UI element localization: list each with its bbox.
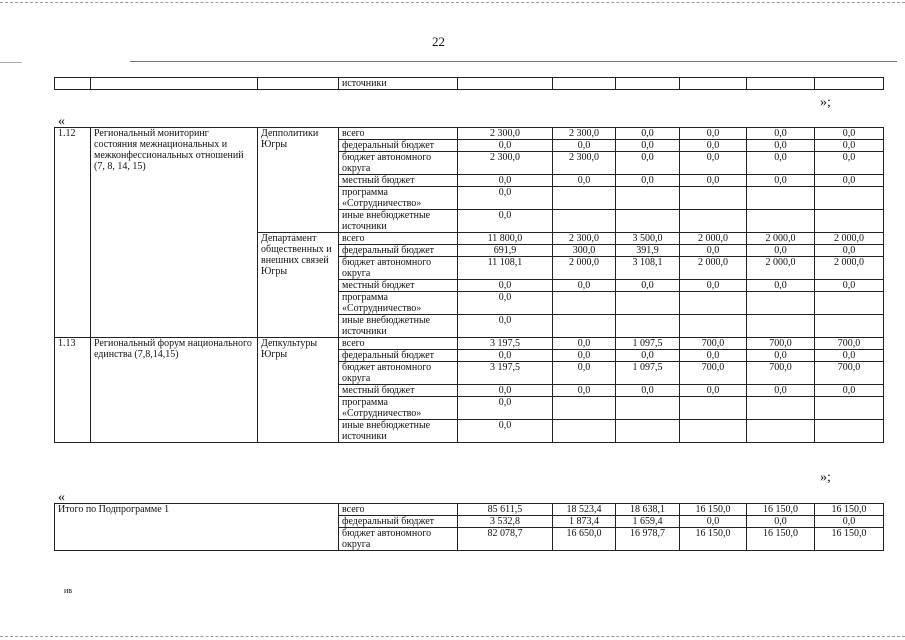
value-cell: 1 097,5: [616, 338, 680, 350]
value-cell: 16 150,0: [815, 528, 884, 551]
value-cell: 2 300,0: [553, 152, 616, 175]
value-cell: 0,0: [553, 350, 616, 362]
value-cell: 2 000,0: [553, 257, 616, 280]
value-cell: 0,0: [458, 292, 553, 315]
value-cell: 0,0: [747, 128, 815, 140]
value-cell: 3 197,5: [458, 362, 553, 385]
source-cell: иные внебюджетные источники: [339, 210, 458, 233]
value-cell: 2 000,0: [747, 233, 815, 245]
open-quote-2: «: [58, 490, 65, 505]
value-cell: 0,0: [458, 280, 553, 292]
value-cell: 0,0: [815, 385, 884, 397]
value-cell: 0,0: [680, 152, 747, 175]
close-quote: »;: [820, 95, 831, 110]
top-scan-edge: [0, 2, 905, 3]
value-cell: [553, 397, 616, 420]
value-cell: 2 300,0: [458, 152, 553, 175]
table-row: [55, 128, 884, 140]
value-cell: [553, 210, 616, 233]
value-cell: [680, 187, 747, 210]
value-cell: 0,0: [815, 175, 884, 187]
table-row: [55, 504, 884, 516]
value-cell: 18 523,4: [553, 504, 616, 516]
value-cell: 18 638,1: [616, 504, 680, 516]
value-cell: 700,0: [815, 338, 884, 350]
value-cell: [553, 292, 616, 315]
page-number: 22: [432, 34, 445, 49]
value-cell: [616, 315, 680, 338]
source-cell: федеральный бюджет: [339, 140, 458, 152]
value-cell: 0,0: [815, 245, 884, 257]
value-cell: 0,0: [553, 140, 616, 152]
value-cell: 16 150,0: [747, 504, 815, 516]
value-cell: 1 659,4: [616, 516, 680, 528]
value-cell: 0,0: [747, 350, 815, 362]
value-cell: 700,0: [680, 338, 747, 350]
value-cell: 11 108,1: [458, 257, 553, 280]
value-cell: [747, 210, 815, 233]
value-cell: 0,0: [616, 385, 680, 397]
value-cell: 0,0: [458, 385, 553, 397]
value-cell: 16 650,0: [553, 528, 616, 551]
value-cell: 11 800,0: [458, 233, 553, 245]
value-cell: 691,9: [458, 245, 553, 257]
value-cell: 2 000,0: [815, 233, 884, 245]
source-cell: местный бюджет: [339, 175, 458, 187]
bottom-scan-edge: [0, 636, 905, 637]
value-cell: 0,0: [747, 280, 815, 292]
value-cell: 300,0: [553, 245, 616, 257]
value-cell: 0,0: [616, 128, 680, 140]
value-cell: 0,0: [815, 280, 884, 292]
value-cell: [815, 397, 884, 420]
value-cell: 0,0: [680, 140, 747, 152]
value-cell: 16 150,0: [680, 528, 747, 551]
value-cell: 0,0: [747, 516, 815, 528]
funding-table: [54, 127, 884, 443]
source-cell: всего: [339, 504, 458, 516]
value-cell: 0,0: [815, 152, 884, 175]
executor-cell: Департамент общественных и внешних связей Югры: [258, 233, 339, 338]
value-cell: 0,0: [553, 385, 616, 397]
value-cell: [680, 315, 747, 338]
value-cell: 2 300,0: [553, 233, 616, 245]
value-cell: 0,0: [616, 350, 680, 362]
source-cell: иные внебюджетные источники: [339, 420, 458, 443]
item-name-cell: Региональный мониторинг состояния межнациональных и межконфессиональных отношений (7, 8, 14, 15): [91, 128, 258, 338]
value-cell: 0,0: [747, 245, 815, 257]
value-cell: 0,0: [553, 280, 616, 292]
value-cell: 3 197,5: [458, 338, 553, 350]
value-cell: 0,0: [458, 210, 553, 233]
executor-cell: Депполитики Югры: [258, 128, 339, 233]
source-cell: всего: [339, 233, 458, 245]
value-cell: [680, 397, 747, 420]
source-cell: бюджет автономного округа: [339, 257, 458, 280]
value-cell: [815, 210, 884, 233]
item-number-cell: 1.13: [55, 338, 91, 443]
value-cell: 0,0: [747, 385, 815, 397]
source-cell: программа «Сотрудничество»: [339, 187, 458, 210]
value-cell: 0,0: [747, 152, 815, 175]
value-cell: 0,0: [616, 152, 680, 175]
value-cell: 0,0: [553, 338, 616, 350]
value-cell: [815, 315, 884, 338]
source-cell: местный бюджет: [339, 280, 458, 292]
header-rule: [130, 61, 897, 62]
value-cell: 16 150,0: [747, 528, 815, 551]
close-quote-2: »;: [820, 470, 831, 485]
open-quote: «: [58, 114, 65, 129]
value-cell: [553, 315, 616, 338]
executor-cell: Депкультуры Югры: [258, 338, 339, 443]
value-cell: 0,0: [815, 516, 884, 528]
value-cell: 2 000,0: [747, 257, 815, 280]
value-cell: 0,0: [458, 175, 553, 187]
value-cell: 82 078,7: [458, 528, 553, 551]
value-cell: 0,0: [680, 516, 747, 528]
value-cell: 0,0: [458, 187, 553, 210]
value-cell: 0,0: [680, 128, 747, 140]
value-cell: 1 097,5: [616, 362, 680, 385]
item-number-cell: 1.12: [55, 128, 91, 338]
value-cell: [747, 292, 815, 315]
value-cell: [680, 210, 747, 233]
source-cell: программа «Сотрудничество»: [339, 292, 458, 315]
value-cell: [616, 292, 680, 315]
source-cell: федеральный бюджет: [339, 516, 458, 528]
value-cell: 0,0: [815, 140, 884, 152]
value-cell: 16 978,7: [616, 528, 680, 551]
value-cell: 700,0: [747, 362, 815, 385]
source-cell: бюджет автономного округа: [339, 528, 458, 551]
footer-mark: ив: [64, 586, 73, 595]
left-margin-mark: [0, 62, 22, 63]
continuation-table: [54, 77, 884, 90]
value-cell: 0,0: [616, 175, 680, 187]
value-cell: 0,0: [680, 350, 747, 362]
source-cell: федеральный бюджет: [339, 245, 458, 257]
source-cell: программа «Сотрудничество»: [339, 397, 458, 420]
value-cell: [553, 187, 616, 210]
item-name-cell: Региональный форум национального единства (7,8,14,15): [91, 338, 258, 443]
value-cell: 2 000,0: [680, 257, 747, 280]
value-cell: 700,0: [680, 362, 747, 385]
value-cell: 2 000,0: [815, 257, 884, 280]
source-cell: местный бюджет: [339, 385, 458, 397]
total-label-cell: Итого по Подпрограмме 1: [55, 504, 339, 551]
value-cell: 0,0: [680, 245, 747, 257]
source-cell: всего: [339, 338, 458, 350]
value-cell: 1 873,4: [553, 516, 616, 528]
value-cell: 0,0: [747, 140, 815, 152]
value-cell: 0,0: [553, 175, 616, 187]
value-cell: 0,0: [458, 350, 553, 362]
value-cell: 700,0: [815, 362, 884, 385]
value-cell: [616, 397, 680, 420]
value-cell: 16 150,0: [815, 504, 884, 516]
value-cell: [815, 187, 884, 210]
source-cell: федеральный бюджет: [339, 350, 458, 362]
value-cell: 16 150,0: [680, 504, 747, 516]
value-cell: 0,0: [680, 385, 747, 397]
table-row: [55, 78, 884, 90]
value-cell: 700,0: [747, 338, 815, 350]
value-cell: [553, 420, 616, 443]
value-cell: [680, 292, 747, 315]
value-cell: [815, 420, 884, 443]
value-cell: 391,9: [616, 245, 680, 257]
value-cell: 0,0: [616, 140, 680, 152]
value-cell: 0,0: [458, 420, 553, 443]
value-cell: [747, 315, 815, 338]
value-cell: 0,0: [458, 140, 553, 152]
value-cell: 0,0: [747, 175, 815, 187]
value-cell: 0,0: [680, 175, 747, 187]
table-row: [55, 338, 884, 350]
source-cell: всего: [339, 128, 458, 140]
source-cell: бюджет автономного округа: [339, 362, 458, 385]
value-cell: [616, 420, 680, 443]
value-cell: [616, 210, 680, 233]
value-cell: [747, 420, 815, 443]
source-cell: бюджет автономного округа: [339, 152, 458, 175]
value-cell: 3 500,0: [616, 233, 680, 245]
value-cell: 0,0: [458, 315, 553, 338]
value-cell: 2 300,0: [553, 128, 616, 140]
value-cell: 2 300,0: [458, 128, 553, 140]
totals-table: [54, 503, 884, 551]
value-cell: [815, 292, 884, 315]
source-cell: иные внебюджетные источники: [339, 315, 458, 338]
source-cell: источники: [339, 78, 458, 90]
value-cell: [680, 420, 747, 443]
value-cell: [747, 397, 815, 420]
value-cell: 3 108,1: [616, 257, 680, 280]
value-cell: [747, 187, 815, 210]
value-cell: 85 611,5: [458, 504, 553, 516]
value-cell: 0,0: [815, 128, 884, 140]
value-cell: 0,0: [815, 350, 884, 362]
value-cell: 0,0: [553, 362, 616, 385]
value-cell: [616, 187, 680, 210]
value-cell: 3 532,8: [458, 516, 553, 528]
value-cell: 0,0: [616, 280, 680, 292]
value-cell: 0,0: [680, 280, 747, 292]
value-cell: 0,0: [458, 397, 553, 420]
value-cell: 2 000,0: [680, 233, 747, 245]
